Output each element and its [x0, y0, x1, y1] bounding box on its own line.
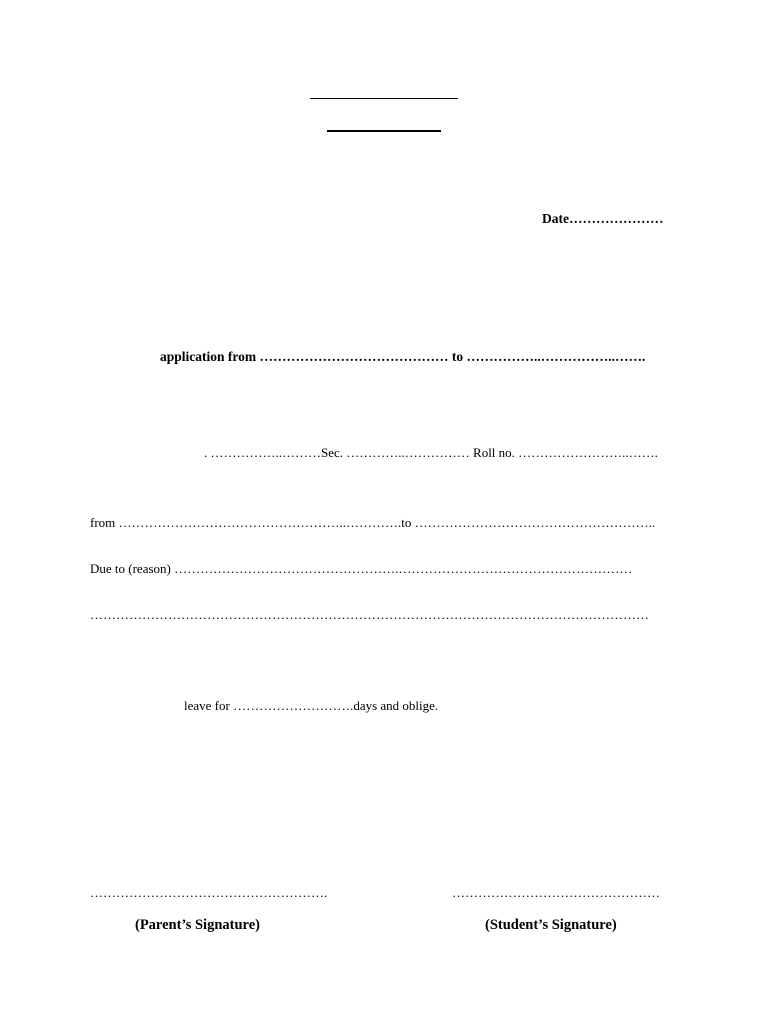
subject-line: application from …………………………………… to ……………..……………..…….: [160, 349, 646, 364]
parent-signature-line: ……………………………………………….: [90, 885, 328, 900]
student-signature-label: (Student’s Signature): [485, 917, 617, 933]
title-underline-top: [310, 98, 458, 99]
date-field: Date…………………: [542, 211, 664, 226]
class-section-roll-line: . ……………..………Sec. …………..…………… Roll no. ……………………..…….: [204, 445, 658, 460]
reason-continuation-line: …………………………………………………………………………………………………………………: [90, 607, 649, 622]
title-underline-bottom: [327, 130, 441, 132]
leave-days-line: leave for ……………………….days and oblige.: [184, 698, 439, 713]
reason-line: Due to (reason) …………………………………………….………………………………………………: [90, 561, 633, 576]
from-to-line: from ……………………………………………..………….to ………………………………………………..: [90, 515, 656, 530]
parent-signature-label: (Parent’s Signature): [135, 917, 260, 933]
student-signature-line: …………………………………………: [452, 885, 660, 900]
